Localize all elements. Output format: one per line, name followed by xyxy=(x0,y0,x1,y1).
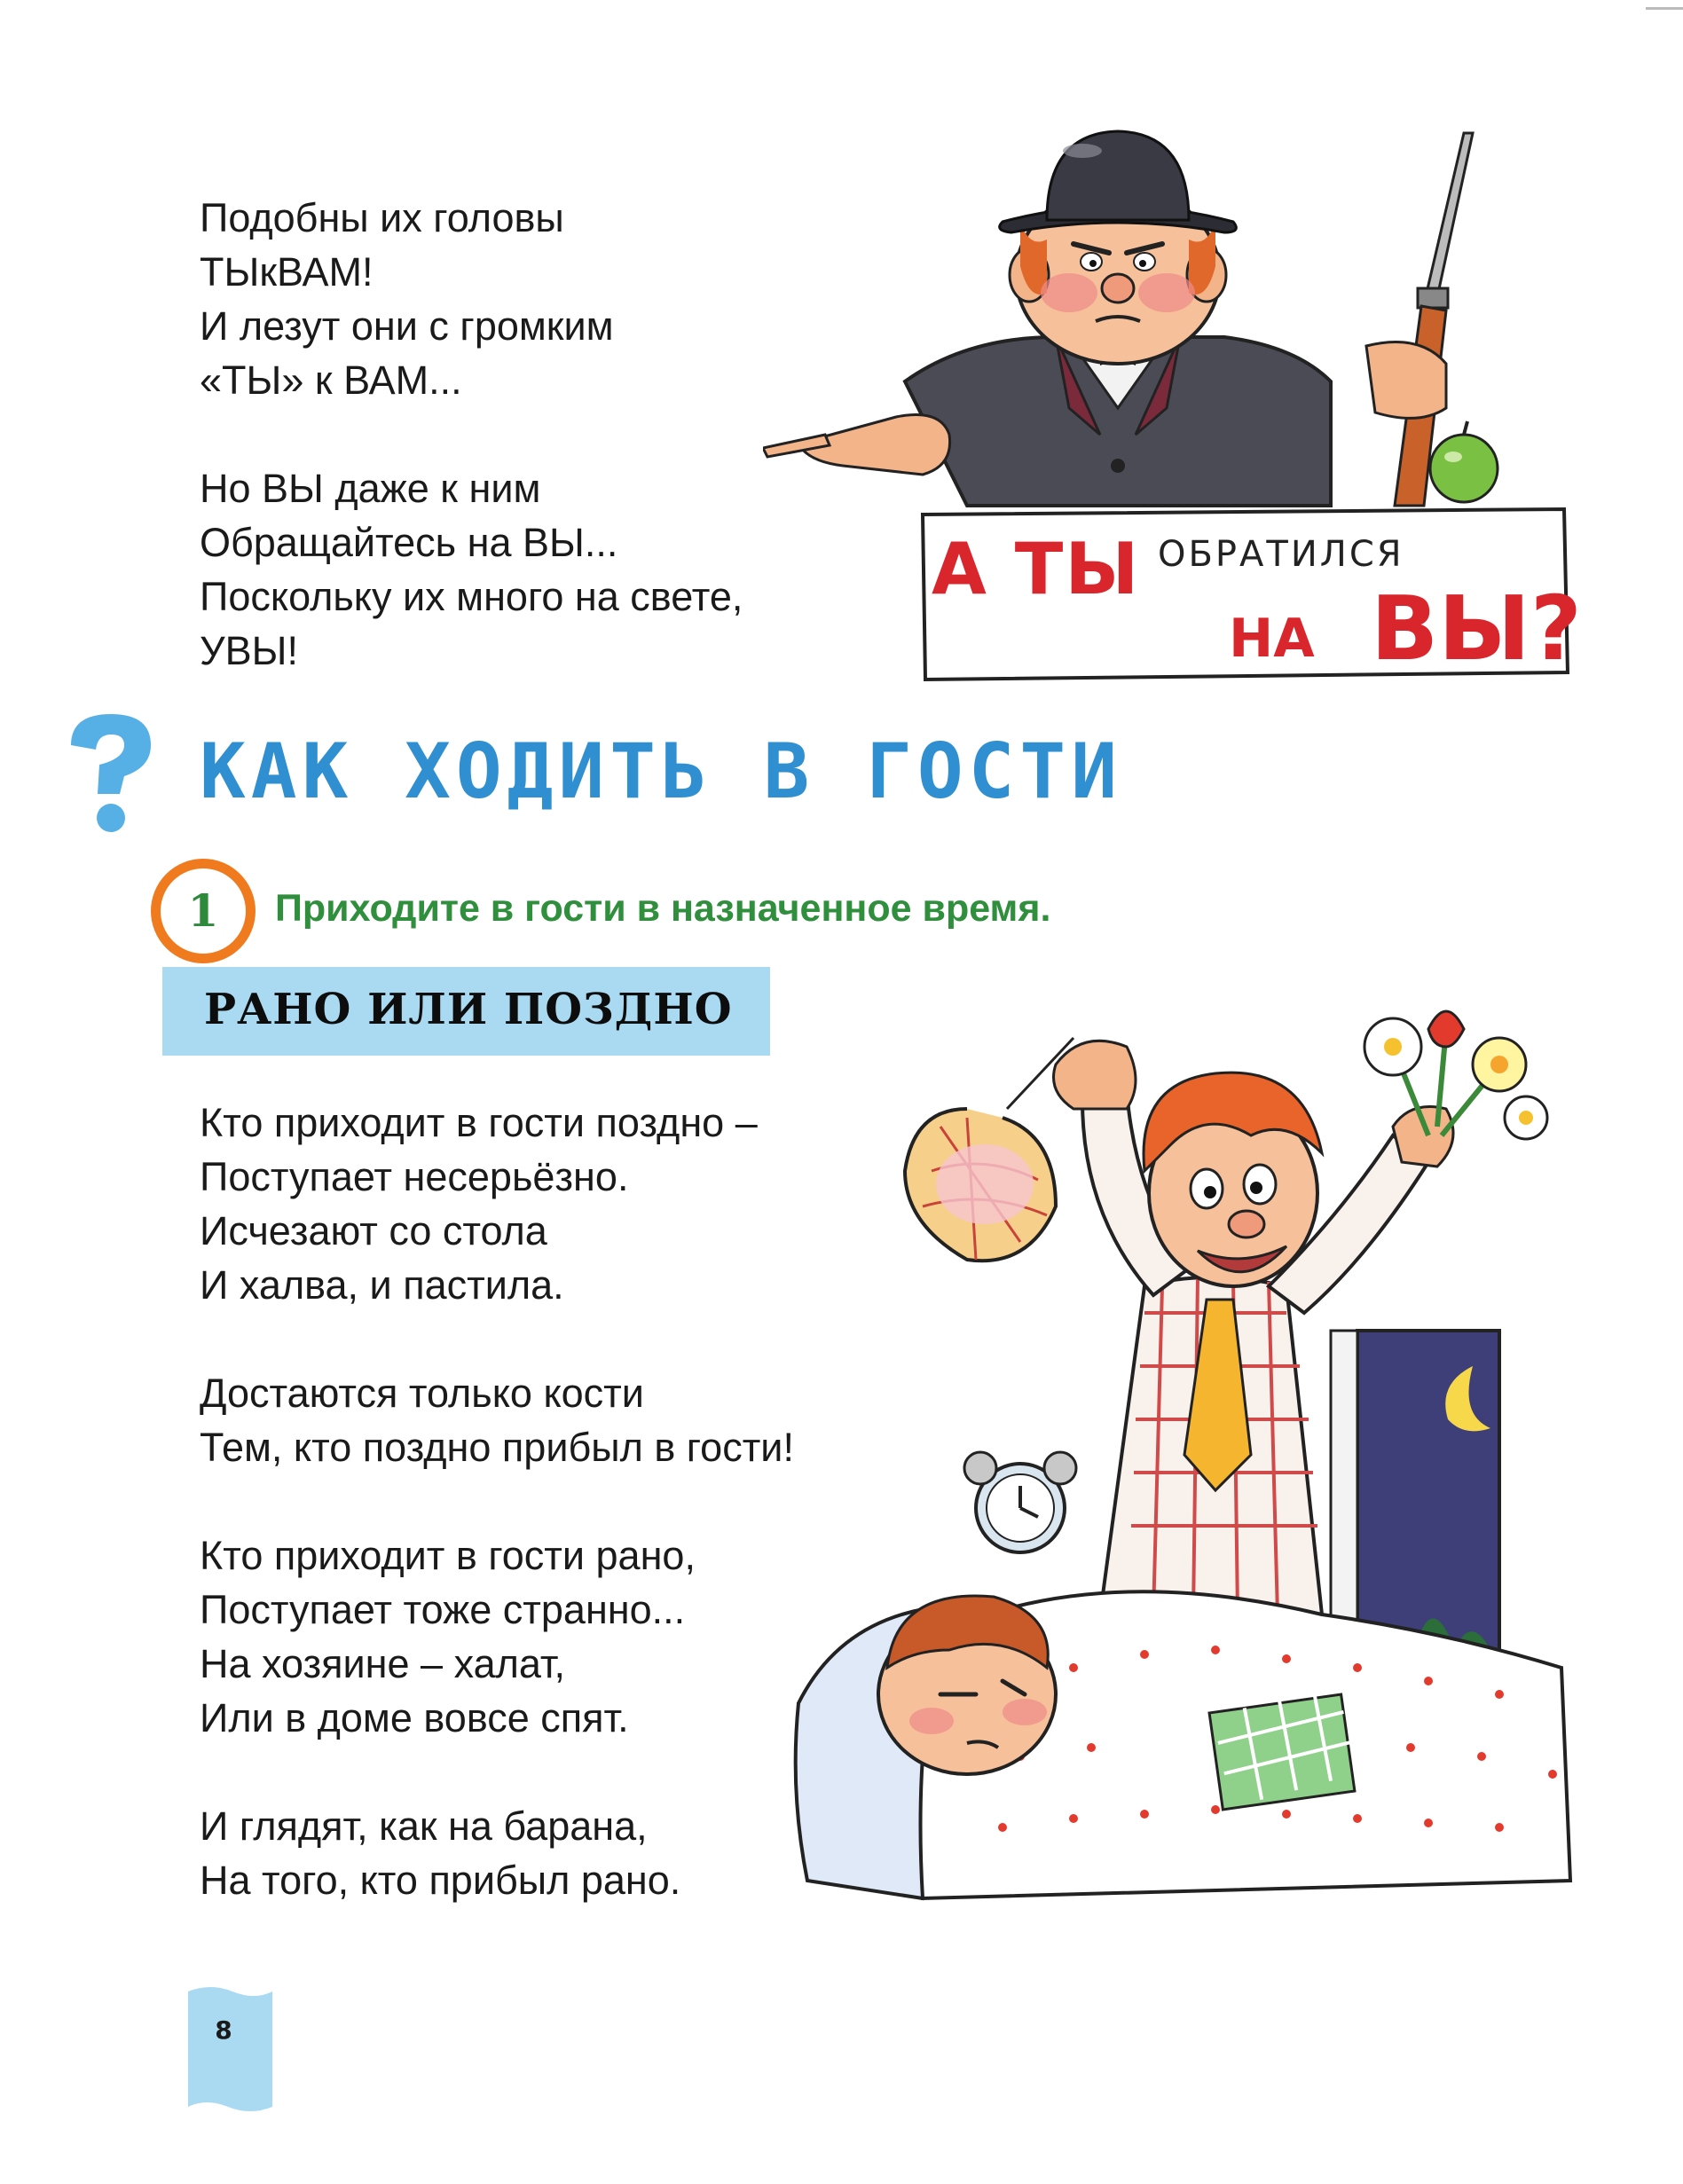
section-title: КАК ХОДИТЬ В ГОСТИ xyxy=(200,727,1122,816)
poem-line: Обращайтесь на ВЫ... xyxy=(200,520,618,565)
poem-line: УВЫ! xyxy=(200,628,298,673)
poem-line: Кто приходит в гости рано, xyxy=(200,1533,696,1578)
stanza xyxy=(200,1528,794,1745)
man-in-bowler-hat-illustration xyxy=(763,115,1561,523)
flower-bouquet xyxy=(1364,1011,1547,1139)
page-number: 8 xyxy=(215,2015,232,2045)
poem-line: Поступает несерьёзно. xyxy=(200,1154,629,1199)
poem-line: Но ВЫ даже к ним xyxy=(200,466,541,511)
rule-number: 1 xyxy=(187,884,219,937)
poem-line: «ТЫ» к ВАМ... xyxy=(200,357,462,403)
sign-text-vy: ВЫ? xyxy=(1371,577,1582,680)
poem-top xyxy=(200,191,743,678)
poem-line: Или в доме вовсе спят. xyxy=(200,1695,629,1740)
alarm-clock-icon xyxy=(964,1452,1076,1552)
poem-line: Поступает тоже странно... xyxy=(200,1587,686,1632)
poem-main xyxy=(200,1096,794,1907)
boys-visiting-illustration xyxy=(790,994,1641,1907)
poem-line: Исчезают со стола xyxy=(200,1208,547,1253)
section-header xyxy=(62,710,1215,834)
stanza xyxy=(200,461,743,678)
poem-line: И лезут они с громким xyxy=(200,303,614,349)
subheading: РАНО ИЛИ ПОЗДНО xyxy=(204,985,733,1034)
stanza xyxy=(200,1799,794,1907)
poem-line: На хозяине – халат, xyxy=(200,1641,566,1686)
poem-line: На того, кто прибыл рано. xyxy=(200,1858,681,1903)
poem-line: И глядят, как на барана, xyxy=(200,1803,648,1849)
sign-text-na: НА xyxy=(1229,608,1315,670)
poem-line: И халва, и пастила. xyxy=(200,1262,564,1308)
stanza xyxy=(200,1096,794,1312)
scan-edge-mark xyxy=(1646,7,1683,10)
poem-line: Достаются только кости xyxy=(200,1371,644,1416)
poem-line: Подобны их головы xyxy=(200,195,564,240)
poem-line: Поскольку их много на свете, xyxy=(200,574,743,619)
rule-text: Приходите в гости в назначенное время. xyxy=(275,887,1051,930)
poem-line: Тем, кто поздно прибыл в гости! xyxy=(200,1425,794,1470)
stanza xyxy=(200,1366,794,1474)
sign-text-a-ty: А ТЫ xyxy=(932,528,1141,610)
stanza xyxy=(200,191,743,407)
poem-line: Кто приходит в гости поздно – xyxy=(200,1100,758,1145)
question-mark-icon xyxy=(62,710,160,834)
sign-text-obratilsya: ОБРАТИЛСЯ xyxy=(1158,534,1404,575)
rule-1 xyxy=(151,859,1260,956)
page-number-tab xyxy=(188,1983,272,2116)
poem-line: ТЫкВАМ! xyxy=(200,249,374,295)
